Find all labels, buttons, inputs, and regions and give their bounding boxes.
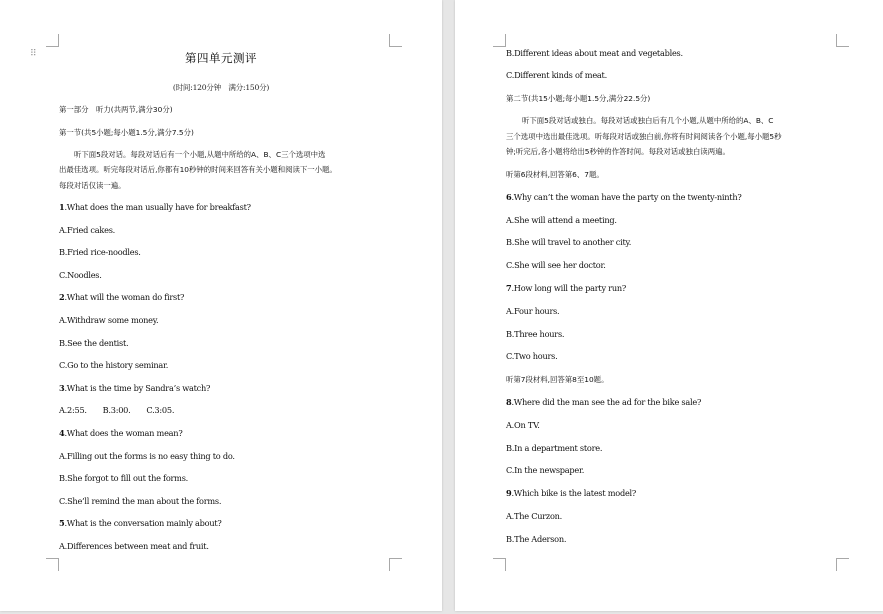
document-page-right: [455, 0, 883, 611]
answer-option: B.Different ideas about meat and vegetables.: [506, 48, 683, 58]
crop-mark: [493, 34, 506, 47]
drag-handle-icon[interactable]: ⠿: [30, 49, 38, 59]
answer-option: A.Differences between meat and fruit.: [59, 541, 209, 551]
question-number: 2: [59, 292, 65, 303]
question-text: .Which bike is the latest model?: [511, 488, 637, 499]
question-number: 8: [506, 397, 512, 407]
answer-option: A.Fried cakes.: [59, 224, 115, 235]
question-text: .What is the conversation mainly about?: [64, 518, 222, 529]
crop-mark: [46, 34, 59, 47]
answer-option: C.She’ll remind the man about the forms.: [59, 495, 222, 506]
crop-mark: [836, 34, 849, 47]
crop-mark: [389, 34, 402, 47]
answer-option: B.The Aderson.: [506, 533, 567, 544]
answer-option: B.Fried rice-noodles.: [59, 247, 141, 258]
question-number: 9: [506, 488, 512, 499]
question-stem: [59, 428, 182, 439]
exam-subtitle: (时间:120分钟 满分:150分): [172, 83, 270, 92]
question-text: .What does the man usually have for breakfast?: [64, 202, 251, 212]
answer-option: B.Three hours.: [506, 328, 565, 339]
material-instruction: 听第6段材料,回答第6、7题。: [506, 170, 604, 179]
section-heading: 第二节(共15小题;每小题1.5分,满分22.5分): [506, 94, 651, 103]
answer-option: A.On TV.: [506, 419, 540, 430]
question-number: 5: [59, 518, 65, 529]
instruction-line: 听下面5段对话或独白。每段对话或独白后有几个小题,从题中所给的A、B、C: [522, 116, 774, 125]
page-title: 第四单元测评: [185, 51, 257, 65]
answer-option: C.Go to the history seminar.: [59, 360, 169, 371]
answer-option: C.Noodles.: [59, 269, 102, 280]
question-text: .Why can’t the woman have the party on the twenty-ninth?: [511, 191, 742, 202]
question-text: .What will the woman do first?: [64, 292, 185, 303]
instruction-line: 三个选项中选出最佳选项。听每段对话或独白前,你将有时间阅读各个小题,每小题5秒: [506, 132, 782, 141]
question-stem: [506, 397, 701, 408]
instruction-line: 听下面5段对话。每段对话后有一个小题,从题中所给的A、B、C三个选项中选: [74, 150, 326, 159]
answer-option: B.She will travel to another city.: [506, 237, 632, 248]
material-instruction: 听第7段材料,回答第8至10题。: [506, 375, 609, 385]
answer-option: A.She will attend a meeting.: [506, 214, 617, 225]
answer-option: C.She will see her doctor.: [506, 260, 606, 271]
section-heading: 第一节(共5小题;每小题1.5分,满分7.5分): [59, 128, 194, 137]
answer-option: C.In the newspaper.: [506, 465, 585, 476]
instruction-line: 钟;听完后,各小题将给出5秒钟的作答时间。每段对话或独白读两遍。: [506, 147, 730, 156]
question-stem: [59, 383, 210, 394]
question-stem: [59, 292, 184, 303]
answer-option: B.In a department store.: [506, 442, 603, 453]
question-text: .What does the woman mean?: [64, 428, 183, 438]
answer-option: B.See the dentist.: [59, 337, 129, 348]
instruction-line: 每段对话仅读一遍。: [59, 181, 126, 190]
question-stem: [59, 202, 251, 213]
question-stem: [506, 283, 626, 294]
question-number: 7: [506, 283, 512, 293]
question-stem: [59, 518, 222, 529]
instruction-line: 出最佳选项。听完每段对话后,你都有10秒钟的时间来回答有关小题和阅读下一小题。: [59, 165, 337, 174]
question-stem: [506, 488, 636, 499]
question-stem: [506, 192, 742, 203]
part-heading: 第一部分 听力(共两节,满分30分): [59, 105, 173, 114]
question-number: 3: [59, 382, 65, 393]
crop-mark: [46, 558, 59, 571]
answer-option: C.Different kinds of meat.: [506, 70, 607, 80]
crop-mark: [493, 558, 506, 571]
crop-mark: [389, 558, 402, 571]
answer-option: A.2:55. B.3:00. C.3:05.: [59, 405, 175, 416]
answer-option: B.She forgot to fill out the forms.: [59, 473, 188, 484]
answer-option: A.Four hours.: [506, 305, 560, 316]
question-number: 6: [506, 191, 512, 202]
answer-option: A.The Curzon.: [506, 511, 563, 521]
question-number: 1: [59, 202, 65, 212]
document-page-left: [0, 0, 442, 611]
answer-option: C.Two hours.: [506, 351, 558, 362]
question-text: .What is the time by Sandra’s watch?: [64, 382, 211, 393]
answer-option: A.Withdraw some money.: [59, 315, 159, 325]
answer-option: A.Filling out the forms is no easy thing to do.: [59, 450, 235, 461]
question-number: 4: [59, 428, 65, 438]
question-text: .Where did the man see the ad for the bike sale?: [511, 397, 702, 407]
question-text: .How long will the party run?: [511, 283, 627, 293]
crop-mark: [836, 558, 849, 571]
